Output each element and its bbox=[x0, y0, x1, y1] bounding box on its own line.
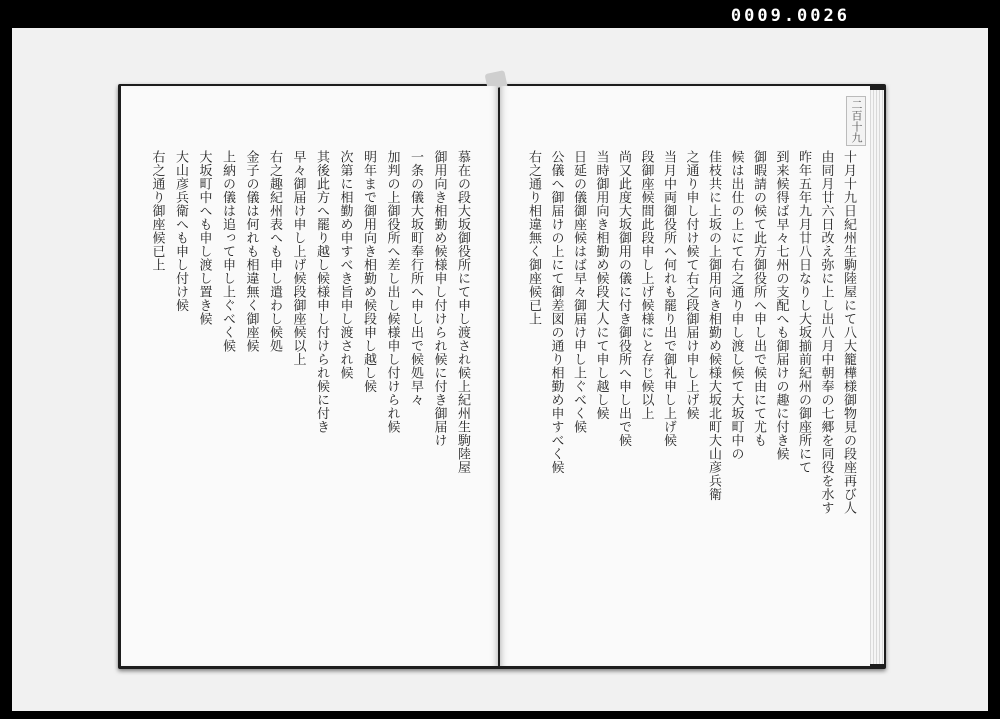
left_page-text-column: 一条の儀大坂町奉行所へ申し出で候処早々 bbox=[408, 150, 423, 407]
right_page-text-column: 右之通り相違無く御座候已上 bbox=[526, 150, 541, 326]
left_page-text-column: 右之通り御座候已上 bbox=[149, 150, 165, 272]
right_page-text-column: 公儀へ御届けの上にて御差図の通り相勤め申すべく候 bbox=[548, 150, 564, 474]
right_page-text-column: 昨年五年九月廿八日なりし大坂揃前紀州の御座所にて bbox=[796, 150, 811, 474]
right_page-text-column: 当時御用向き相勤め候段大人にて申し越し候 bbox=[593, 150, 609, 420]
right_page-text-column: 段御座候間此段申し上げ候様にと存じ候以上 bbox=[638, 150, 654, 420]
left_page-text-column: 其後此方へ罷り越し候様申し付けられ候に付き bbox=[314, 150, 329, 434]
right_page-text-column: 御暇請の候て此方御役所へ申し出で候由にて尤も bbox=[751, 150, 766, 447]
frame-number: 0009.0026 bbox=[730, 6, 850, 26]
right_page-text-column: 佳枝共に上坂の上御用向き相勤め候様大坂北町大山彦兵衛 bbox=[706, 150, 721, 501]
right_page-text-column: 之通り申し付け候て右之段御届け申し上げ候 bbox=[683, 150, 699, 420]
page-number: 二百十九 bbox=[846, 96, 866, 146]
left_page-text-column: 明年まで御用向き相勤め候段申し越し候 bbox=[361, 150, 376, 393]
left_page-text-column: 早々御届け申し上げ候段御座候以上 bbox=[290, 150, 306, 366]
left_page-text-column: 上納の儀は追って申し上ぐべく候 bbox=[220, 150, 235, 353]
right_page-text-column: 候は出仕の上にて右之通り申し渡し候て大坂町中の bbox=[728, 150, 744, 461]
right_page-text-column: 由同月廿六日改え弥に上し出八月中朝奉の七郷を同役を水す bbox=[818, 150, 834, 515]
right_page-text-column: 尚又此度大坂御用の儀に付き御役所へ申し出で候 bbox=[616, 150, 631, 447]
left_page-text-column: 次第に相勤め申すべき旨申し渡され候 bbox=[337, 150, 353, 380]
right_page-text-column: 当月中両御役所へ何れも罷り出で御礼申し上げ候 bbox=[661, 150, 676, 447]
right_page-text-column: 到来候得ば早々七州の支配へも御届けの趣に付き候 bbox=[773, 150, 789, 461]
left_page-text-column: 金子の儀は何れも相違無く御座候 bbox=[243, 150, 259, 353]
left_page-text-column: 慕在の段大坂御役所にて申し渡され候上紀州生駒陸屋 bbox=[455, 150, 470, 474]
left_page-text-column: 加判の上御役所へ差し出し候様申し付けられ候 bbox=[384, 150, 400, 434]
left_page-text-column: 大坂町中へも申し渡し置き候 bbox=[196, 150, 212, 326]
left_page-text-column: 大山彦兵衛へも申し付け候 bbox=[173, 150, 188, 312]
right_page-text-column: 十月十九日紀州生駒陸屋にて八大籠樺様御物見の段座再び人 bbox=[841, 150, 856, 515]
right_page-text-column: 日延の儀御座候はば早々御届け申し上ぐべく候 bbox=[571, 150, 586, 434]
left_page-text-column: 御用向き相勤め候様申し付けられ候に付き御届け bbox=[431, 150, 447, 447]
left_page-text-column: 右之趣紀州表へも申し遣わし候処 bbox=[267, 150, 282, 353]
page-edge bbox=[870, 90, 884, 664]
